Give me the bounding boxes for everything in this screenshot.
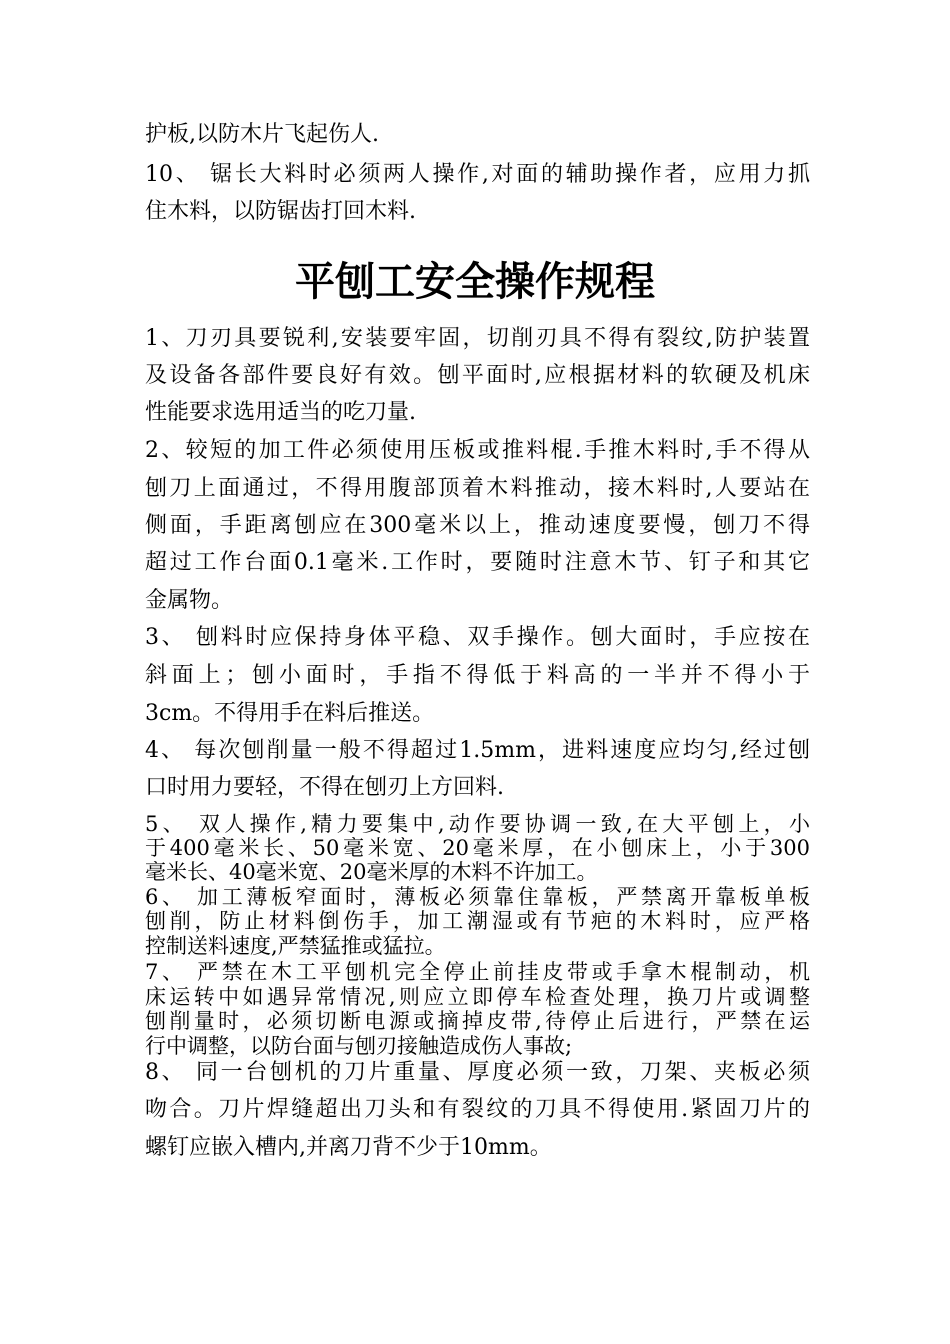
text-line: 6、 加工薄板窄面时，薄板必须靠住靠板，严禁离开靠板单板 [145,885,810,909]
text-line: 3、 刨料时应保持身体平稳、双手操作。刨大面时，手应按在 [145,625,810,650]
text-line: 刨削，防止材料倒伤手，加工潮湿或有节疤的木料时，应严格 [145,909,810,933]
text-line: 5、 双人操作,精力要集中,动作要协调一致,在大平刨上，小 [145,812,810,836]
text-line: 1、刀刃具要锐利,安装要牢固，切削刃具不得有裂纹,防护装置 [145,326,810,351]
text-line: 8、 同一台刨机的刀片重量、厚度必须一致，刀架、夹板必须 [145,1060,810,1085]
text-line: 10、 锯长大料时必须两人操作,对面的辅助操作者，应用力抓 [145,162,810,187]
page-title: 平刨工安全操作规程 [295,259,655,305]
text-line: 性能要求选用适当的吃刀量. [145,400,416,425]
text-line: 超过工作台面0.1毫米.工作时，要随时注意木节、钉子和其它 [145,550,810,575]
text-line: 床运转中如遇异常情况,则应立即停车检查处理，换刀片或调整 [145,985,810,1009]
text-line: 刨削量时，必须切断电源或摘掉皮带,待停止后进行，严禁在运 [145,1009,810,1033]
text-line: 护板,以防木片飞起伤人. [145,122,379,147]
text-line: 住木料，以防锯齿打回木料. [145,199,416,224]
text-line: 控制送料速度,严禁猛推或猛拉。 [145,934,446,958]
text-line: 侧面，手距离刨应在300毫米以上，推动速度要慢，刨刀不得 [145,513,810,538]
text-line: 7、 严禁在木工平刨机完全停止前挂皮带或手拿木棍制动，机 [145,960,810,984]
text-line: 金属物。 [145,588,234,613]
text-line: 斜面上；刨小面时，手指不得低于料高的一半并不得小于 [145,663,810,688]
text-line: 于400毫米长、50毫米宽、20毫米厚，在小刨床上，小于300 [145,836,810,860]
text-line: 螺钉应嵌入槽内,并离刀背不少于10mm。 [145,1135,552,1160]
text-line: 4、 每次刨削量一般不得超过1.5mm，进料速度应均匀,经过刨 [145,738,810,763]
text-line: 3cm。不得用手在料后推送。 [145,701,435,726]
text-line: 行中调整，以防台面与刨刃接触造成伤人事故; [145,1034,573,1058]
text-line: 吻合。刀片焊缝超出刀头和有裂纹的刀具不得使用.紧固刀片的 [145,1097,810,1122]
text-line: 毫米长、40毫米宽、20毫米厚的木料不许加工。 [145,860,598,884]
text-line: 刨刀上面通过，不得用腹部顶着木料推动，接木料时,人要站在 [145,476,810,501]
text-line: 口时用力要轻，不得在刨刃上方回料. [145,775,504,800]
text-line: 及设备各部件要良好有效。刨平面时,应根据材料的软硬及机床 [145,363,810,388]
text-line: 2、较短的加工件必须使用压板或推料棍.手推木料时,手不得从 [145,438,810,463]
